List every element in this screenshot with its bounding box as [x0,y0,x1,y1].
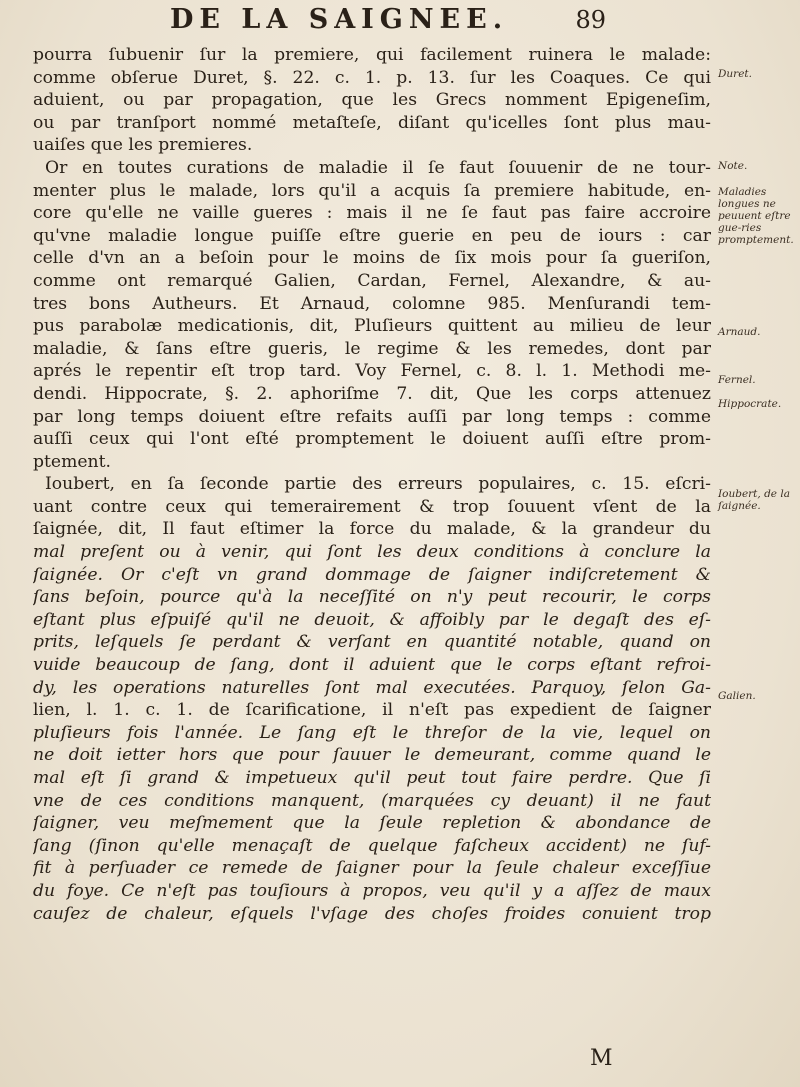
margin-note-fernel: Fernel. [718,374,756,386]
text-line: par long temps doiuent eſtre refaits auſſi par long temps : comme [33,406,711,427]
text-line: aduient, ou par propagation, que les Grecs nomment Epigeneſim, [33,90,711,111]
text-line: ptement. [33,451,111,472]
text-line: ou par tranſport nommé metaſteſe, diſant qu'icelles ſont plus mau- [33,112,711,133]
text-line: comme ont remarqué Galien, Cardan, Fernel, Alexandre, & au- [33,270,711,291]
running-head [170,4,606,38]
text-line: uant contre ceux qui temerairement & trop ſouuent vſent de la [33,496,711,517]
text-line: qu'vne maladie longue puiſſe eſtre guerie en peu de iours : car [33,225,711,246]
text-line: celle d'vn an a beſoin pour le moins de ſix mois pour ſa gueriſon, [33,248,711,269]
text-line: core qu'elle ne vaille gueres : mais il ne ſe faut pas faire accroire [33,203,711,224]
body-text [33,44,711,925]
text-line: prits, leſquels ſe perdant & verſant en quantité notable, quand on [33,632,711,653]
text-line: mal eſt ſi grand & impetueux qu'il peut tout faire perdre. Que ſi [33,768,711,788]
text-line: ne doit ietter hors que pour ſauuer le demeurant, comme quand le [33,745,711,766]
text-line: menter plus le malade, lors qu'il a acquis ſa premiere habitude, en- [33,180,711,201]
text-line: ſaignée, dit, Il faut eſtimer la force du malade, & la grandeur du [33,519,711,540]
text-line: ſans beſoin, pource qu'à la neceſſité on n'y peut recourir, le corps [33,587,711,608]
text-line: pourra ſubuenir ſur la premiere, qui facilement ruinera le malade: [33,45,711,65]
text-line: mal preſent ou à venir, qui ſont les deux conditions à conclure la [33,542,711,563]
text-line: ſaignée. Or c'eſt vn grand dommage de ſaigner indiſcretement & [33,564,711,585]
text-line: vne de ces conditions manquent, (marquées cy deuant) il ne faut [33,790,711,811]
text-line: uaiſes que les premieres. [33,135,253,156]
margin-note-maladies: Maladies longues ne peuuent eſtre gue-ries promptement. [718,186,794,246]
text-line: pus parabolæ medicationis, dit, Pluſieurs quittent au milieu de leur [33,316,711,337]
text-line: auſſi ceux qui l'ont eſté promptement le doiuent auſſi eſtre prom- [33,429,711,450]
margin-note-arnaud: Arnaud. [718,326,761,338]
text-line: tres bons Autheurs. Et Arnaud, colomne 985. Menſurandi tem- [33,293,711,314]
signature-mark: M [590,1046,613,1071]
text-line: dy, les operations naturelles ſont mal executées. Parquoy, ſelon Ga- [33,677,711,698]
text-line: comme obſerue Duret, §. 22. c. 1. p. 13. ſur les Coaques. Ce qui [33,67,711,88]
text-line: Or en toutes curations de maladie il ſe faut ſouuenir de ne tour- [45,157,711,178]
text-line: maladie, & ſans eſtre gueris, le regime & les remedes, dont par [33,338,711,359]
margin-note-galien: Galien. [718,690,756,702]
margin-note-note: Note. [718,160,748,172]
text-line: du foye. Ce n'eſt pas touſiours à propos, veu qu'il y a aſſez de maux [33,880,711,901]
text-line: ſang (ſinon qu'elle menaçaſt de quelque faſcheux accident) ne ſuf- [33,835,711,856]
text-line: vuide beaucoup de ſang, dont il aduient que le corps eſtant refroi- [33,655,711,676]
text-line: cauſez de chaleur, eſquels l'vſage des choſes froides conuient trop [33,903,711,924]
page-number: 89 [575,6,606,34]
text-line: aprés le repentir eſt trop tard. Voy Fernel, c. 8. l. 1. Methodi me- [33,361,711,382]
margin-note-ioubert: Ioubert, de la ſaignée. [718,488,790,512]
text-line: fit à perſuader ce remede de ſaigner pour la ſeule chaleur exceſſiue [33,858,711,879]
margin-note-duret: Duret. [718,68,752,80]
text-line: eſtant plus eſpuiſé qu'il ne deuoit, & affoibly par le degaſt des eſ- [33,609,711,630]
text-line: Ioubert, en ſa ſeconde partie des erreurs populaires, c. 15. eſcri- [45,474,711,495]
text-line: ſaigner, veu meſmement que la ſeule repletion & abondance de [33,813,711,834]
text-line: lien, l. 1. c. 1. de ſcarificatione, il n'eſt pas expedient de ſaigner [33,700,711,721]
text-line: pluſieurs fois l'année. Le ſang eſt le threſor de la vie, lequel on [33,722,711,743]
margin-note-hippocrate: Hippocrate. [718,398,782,410]
running-title: DE LA SAIGNEE. [170,4,509,35]
text-line: dendi. Hippocrate, §. 2. aphoriſme 7. dit, Que les corps attenuez [33,383,711,404]
